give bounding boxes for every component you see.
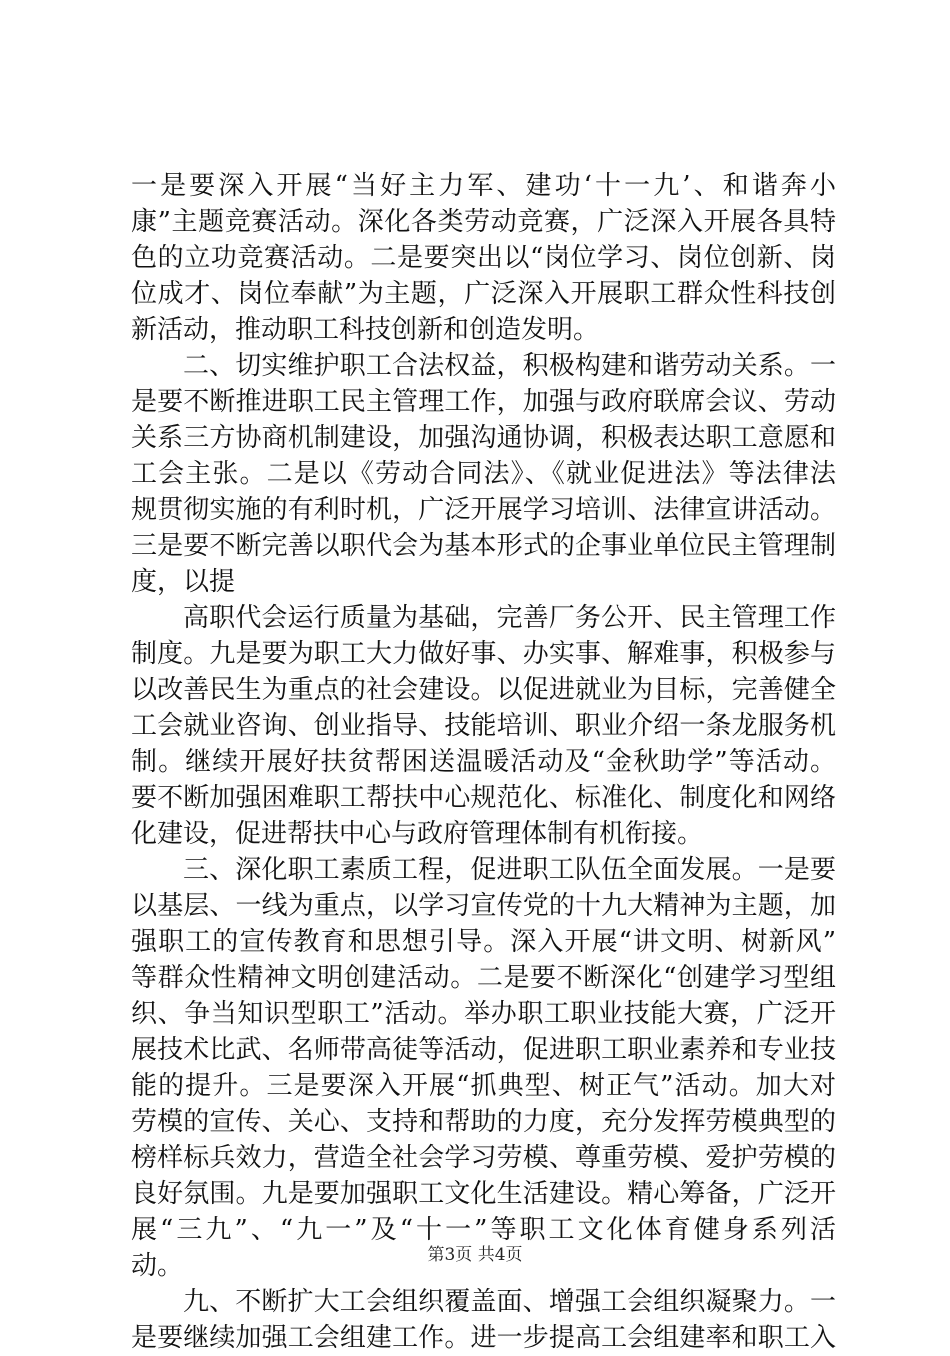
document-body	[131, 168, 836, 1356]
paragraph-4	[131, 852, 836, 1284]
text-line: 新活动，推动职工科技创新和创造发明。	[131, 315, 600, 345]
text-line: 九、不断扩大工会组织覆盖面、增强工会组织凝聚力。一	[183, 1287, 836, 1317]
text-line: 化建设，促进帮扶中心与政府管理体制有机衔接。	[131, 819, 704, 849]
text-line: 三、深化职工素质工程，促进职工队伍全面发展。一是要	[183, 855, 836, 885]
text-line: 等群众性精神文明创建活动。二是要不断深化“创建学习型组	[131, 963, 836, 993]
text-line: 良好氛围。九是要加强职工文化生活建设。精心筹备，广泛开	[131, 1179, 836, 1209]
text-line: 织、争当知识型职工”活动。举办职工职业技能大赛，广泛开	[131, 999, 836, 1029]
text-line: 工会就业咨询、创业指导、技能培训、职业介绍一条龙服务机	[131, 711, 836, 741]
text-line: 规贯彻实施的有利时机，广泛开展学习培训、法律宣讲活动。	[131, 495, 836, 525]
text-line: 制。继续开展好扶贫帮困送温暖活动及“金秋助学”等活动。	[131, 747, 836, 777]
text-line: 色的立功竞赛活动。二是要突出以“岗位学习、岗位创新、岗	[131, 243, 836, 273]
text-line: 是要继续加强工会组建工作。进一步提高工会组建率和职工入	[131, 1323, 836, 1353]
text-line: 位成才、岗位奉献”为主题，广泛深入开展职工群众性科技创	[131, 279, 836, 309]
text-line: 以基层、一线为重点，以学习宣传党的十九大精神为主题，加	[131, 891, 836, 921]
paragraph-5	[131, 1284, 836, 1356]
text-line: 展“三九”、“九一”及“十一”等职工文化体育健身系列活	[131, 1215, 836, 1245]
text-line: 关系三方协商机制建设，加强沟通协调，积极表达职工意愿和	[131, 423, 836, 453]
text-line: 劳模的宣传、关心、支持和帮助的力度，充分发挥劳模典型的	[131, 1107, 836, 1137]
page-number-footer: 第3页 共4页	[427, 1245, 523, 1265]
text-line: 动。	[131, 1251, 184, 1281]
text-line: 度，以提	[131, 567, 236, 597]
text-line: 三是要不断完善以职代会为基本形式的企事业单位民主管理制	[131, 531, 836, 561]
paragraph-3	[131, 600, 836, 852]
text-line: 强职工的宣传教育和思想引导。深入开展“讲文明、树新风”	[131, 927, 836, 957]
text-line: 以改善民生为重点的社会建设。以促进就业为目标，完善健全	[131, 675, 836, 705]
paragraph-2	[131, 348, 836, 600]
text-line: 能的提升。三是要深入开展“抓典型、树正气”活动。加大对	[131, 1071, 836, 1101]
text-line: 一是要深入开展“当好主力军、建功‘十一九’、和谐奔小	[131, 171, 836, 201]
text-line: 制度。九是要为职工大力做好事、办实事、解难事，积极参与	[131, 639, 836, 669]
paragraph-1	[131, 168, 836, 348]
text-line: 是要不断推进职工民主管理工作，加强与政府联席会议、劳动	[131, 387, 836, 417]
text-line: 康”主题竞赛活动。深化各类劳动竞赛，广泛深入开展各具特	[131, 207, 836, 237]
text-line: 要不断加强困难职工帮扶中心规范化、标准化、制度化和网络	[131, 783, 836, 813]
text-line: 二、切实维护职工合法权益，积极构建和谐劳动关系。一	[183, 351, 836, 381]
text-line: 榜样标兵效力，营造全社会学习劳模、尊重劳模、爱护劳模的	[131, 1143, 836, 1173]
text-line: 展技术比武、名师带高徒等活动，促进职工职业素养和专业技	[131, 1035, 836, 1065]
text-line: 高职代会运行质量为基础，完善厂务公开、民主管理工作	[183, 603, 836, 633]
text-line: 工会主张。二是以《劳动合同法》、《就业促进法》等法律法	[131, 459, 836, 489]
